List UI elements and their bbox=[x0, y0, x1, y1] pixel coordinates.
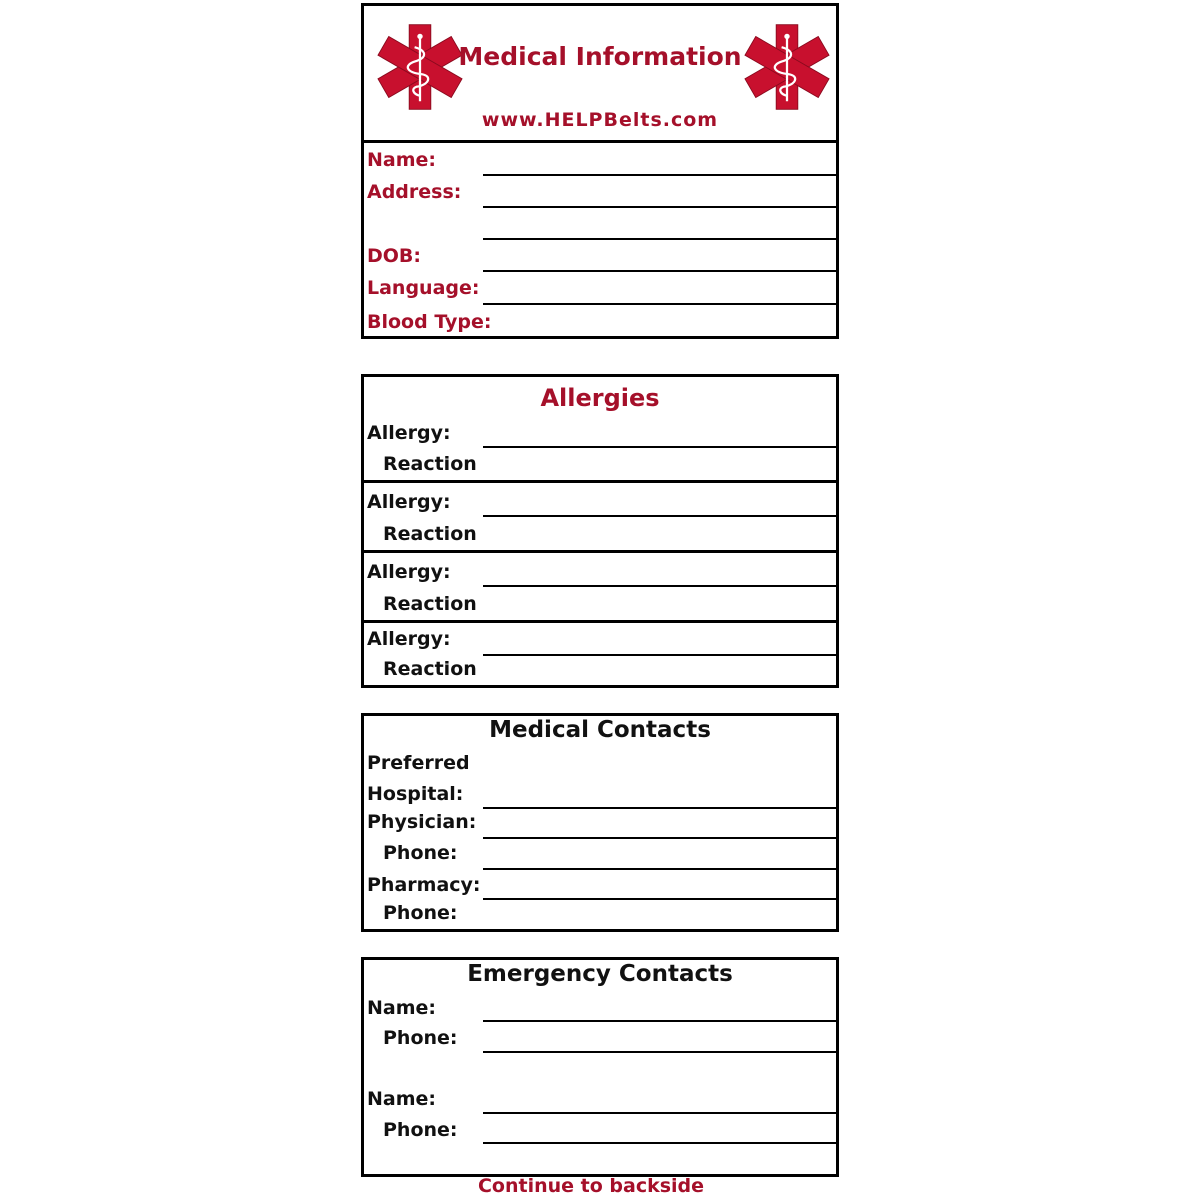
physician-phone-label: Phone: bbox=[383, 842, 458, 864]
reaction-label: Reaction bbox=[383, 523, 477, 545]
hospital-label: Hospital: bbox=[367, 783, 464, 805]
website-url: www.HELPBelts.com bbox=[481, 109, 719, 131]
preferred-label: Preferred bbox=[367, 752, 470, 774]
allergies-title: Allergies bbox=[540, 384, 660, 412]
physician-phone-line[interactable] bbox=[483, 868, 836, 870]
contact-phone-line[interactable] bbox=[483, 1051, 836, 1053]
physician-line[interactable] bbox=[483, 837, 836, 839]
physician-label: Physician: bbox=[367, 811, 477, 833]
contact-phone-line[interactable] bbox=[483, 1142, 836, 1144]
field-blood-type-label: Blood Type: bbox=[367, 311, 492, 333]
medical-contacts-title: Medical Contacts bbox=[489, 717, 711, 743]
field-language-label: Language: bbox=[367, 277, 480, 299]
contact-name-label: Name: bbox=[367, 997, 437, 1019]
divider bbox=[364, 620, 836, 623]
field-dob-label: DOB: bbox=[367, 245, 422, 267]
contact-name-line[interactable] bbox=[483, 1112, 836, 1114]
allergy-line[interactable] bbox=[483, 654, 836, 656]
allergy-label: Allergy: bbox=[367, 561, 451, 583]
field-name-label: Name: bbox=[367, 149, 437, 171]
allergy-label: Allergy: bbox=[367, 628, 451, 650]
language-line[interactable] bbox=[483, 303, 836, 305]
allergy-label: Allergy: bbox=[367, 491, 451, 513]
card-title: Medical Information bbox=[458, 42, 742, 71]
medical-information-card bbox=[361, 3, 839, 339]
medical-contacts-card bbox=[361, 713, 839, 932]
contact-phone-label: Phone: bbox=[383, 1027, 458, 1049]
allergy-line[interactable] bbox=[483, 446, 836, 448]
name-line[interactable] bbox=[483, 174, 836, 176]
emergency-contacts-card bbox=[361, 957, 839, 1177]
contact-name-label: Name: bbox=[367, 1088, 437, 1110]
reaction-label: Reaction bbox=[383, 453, 477, 475]
pharmacy-label: Pharmacy: bbox=[367, 874, 481, 896]
address-line-1[interactable] bbox=[483, 206, 836, 208]
divider bbox=[364, 140, 836, 143]
allergy-line[interactable] bbox=[483, 585, 836, 587]
continue-note: Continue to backside bbox=[477, 1175, 705, 1197]
emergency-contacts-title: Emergency Contacts bbox=[467, 961, 733, 987]
divider bbox=[364, 550, 836, 553]
contact-phone-label: Phone: bbox=[383, 1119, 458, 1141]
contact-name-line[interactable] bbox=[483, 1020, 836, 1022]
allergy-line[interactable] bbox=[483, 515, 836, 517]
pharmacy-phone-label: Phone: bbox=[383, 902, 458, 924]
hospital-line[interactable] bbox=[483, 807, 836, 809]
reaction-label: Reaction bbox=[383, 593, 477, 615]
reaction-label: Reaction bbox=[383, 658, 477, 680]
divider bbox=[364, 480, 836, 483]
field-address-label: Address: bbox=[367, 181, 462, 203]
allergy-label: Allergy: bbox=[367, 422, 451, 444]
dob-line[interactable] bbox=[483, 270, 836, 272]
allergies-card bbox=[361, 374, 839, 688]
star-of-life-icon bbox=[742, 22, 832, 112]
pharmacy-line[interactable] bbox=[483, 898, 836, 900]
address-line-2[interactable] bbox=[483, 238, 836, 240]
